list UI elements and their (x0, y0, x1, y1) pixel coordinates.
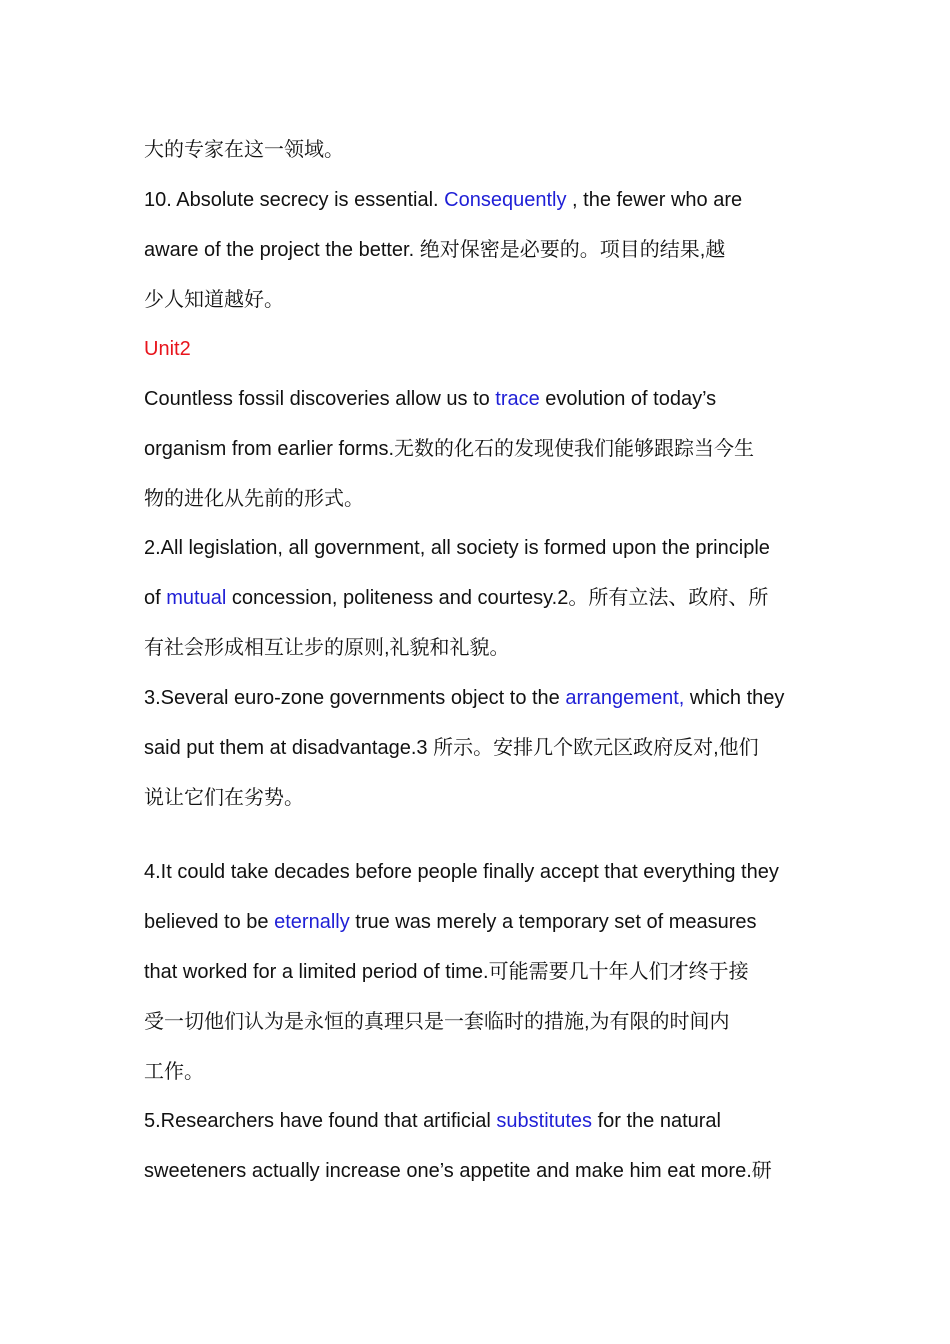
item-2-line-2 (144, 585, 768, 611)
text-run: for the natural (592, 1110, 721, 1132)
text-run: believed to be (144, 911, 275, 933)
text-run: 受一切他们认为是永恒的真理只是一套临时的措施,为有限的时间内 (144, 1011, 730, 1033)
keyword-trace: trace (495, 388, 540, 410)
text-run: evolution of today’s (539, 388, 717, 410)
text-run: which they (684, 687, 785, 709)
item-2-line-3 (144, 635, 510, 661)
paragraph-line (144, 137, 344, 163)
item-10-line-2 (144, 237, 725, 263)
item-4-line-2 (144, 909, 757, 935)
item-1-line-1 (144, 386, 716, 412)
item-5-line-1 (144, 1108, 721, 1134)
text-run: 4.It could take decades before people finally accept that everything they (144, 861, 779, 883)
item-4-line-4 (144, 1009, 730, 1035)
text-run: organism from earlier forms.无数的化石的发现使我们能够跟踪当今生 (144, 438, 755, 460)
text-run: 10. Absolute secrecy is essential. (144, 189, 445, 211)
text-run: of (144, 587, 167, 609)
text-run: that worked for a limited period of time.可能需要几十年人们才终于接 (144, 961, 749, 983)
text-run: 有社会形成相互让步的原则,礼貌和礼貌。 (144, 637, 510, 659)
item-10-line-1 (144, 187, 742, 213)
text-run: , the fewer who are (566, 189, 743, 211)
item-3-line-3 (144, 785, 304, 811)
text-run: said put them at disadvantage.3 所示。安排几个欧元区政府反对,他们 (144, 737, 759, 759)
item-1-line-2 (144, 436, 754, 462)
item-5-line-2 (144, 1158, 772, 1184)
item-10-line-3 (144, 287, 284, 313)
item-3-line-2 (144, 735, 759, 761)
text-run: sweeteners actually increase one’s appetite and make him eat more.研 (144, 1160, 772, 1182)
text-run: 3.Several euro-zone governments object to the (144, 687, 566, 709)
text-run: Countless fossil discoveries allow us to (144, 388, 496, 410)
text-run: aware of the project the better. 绝对保密是必要的。项目的结果,越 (144, 239, 726, 261)
text-run: 5.Researchers have found that artificial (144, 1110, 497, 1132)
keyword-arrangement: arrangement, (565, 687, 685, 709)
text-run: 2.All legislation, all government, all society is formed upon the principle (144, 537, 770, 559)
item-1-line-3 (144, 486, 364, 512)
item-4-line-5 (144, 1059, 204, 1085)
text-run: true was merely a temporary set of measures (349, 911, 757, 933)
item-3-line-1 (144, 685, 784, 711)
text-run: 大的专家在这一领域。 (144, 139, 344, 161)
item-2-line-1 (144, 535, 770, 561)
text-run: concession, politeness and courtesy.2。所有立法、政府、所 (226, 587, 769, 609)
heading-text: Unit2 (144, 338, 191, 360)
text-run: 工作。 (144, 1061, 204, 1083)
item-4-line-1 (144, 859, 779, 885)
unit-heading (144, 336, 191, 362)
keyword-eternally: eternally (274, 911, 350, 933)
text-run: 说让它们在劣势。 (144, 787, 304, 809)
text-run: 物的进化从先前的形式。 (144, 488, 364, 510)
keyword-consequently: Consequently (444, 189, 567, 211)
keyword-mutual: mutual (166, 587, 227, 609)
keyword-substitutes: substitutes (496, 1110, 593, 1132)
item-4-line-3 (144, 959, 749, 985)
text-run: 少人知道越好。 (144, 289, 284, 311)
